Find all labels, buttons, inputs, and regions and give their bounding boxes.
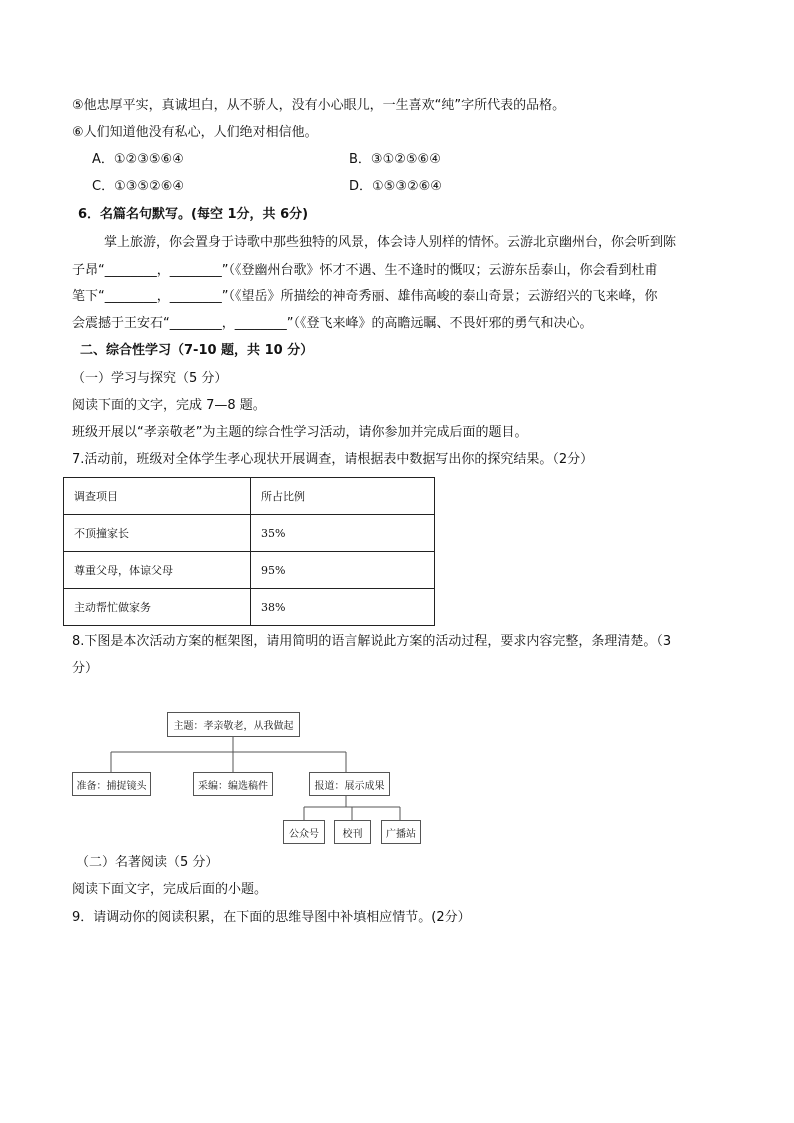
q7-text: 7.活动前，班级对全体学生孝心现状开展调查，请根据表中数据写出你的探究结果。（2分）	[72, 452, 594, 467]
q6-title: 6．名篇名句默写。(每空 1分，共 6分)	[78, 207, 309, 222]
q9-text: 9．请调动你的阅读积累，在下面的思维导图中补填相应情节。(2分）	[72, 910, 471, 925]
q5-option-a: A．①②③⑤⑥④	[92, 152, 184, 167]
section-2-heading: 二、综合性学习（7-10 题，共 10 分）	[80, 343, 314, 358]
q5-option-d: D．①⑤③②⑥④	[349, 179, 442, 194]
q8-text-line-1: 8.下图是本次活动方案的框架图，请用简明的语言解说此方案的活动过程，要求内容完整，条理清楚。（3	[72, 634, 672, 649]
table-cell-item: 主动帮忙做家务	[64, 589, 251, 626]
diagram-node-prepare: 准备：捕捉镜头	[72, 772, 151, 796]
q6-line-4: 会震撼于王安石“________，________”（《登飞来峰》的高瞻远瞩、不畏奸邪的勇气和决心。	[72, 316, 593, 331]
q8-text-line-2: 分）	[72, 661, 99, 676]
table-cell-ratio: 35%	[251, 515, 435, 552]
diagram-node-edit: 采编：编选稿件	[193, 772, 273, 796]
q5-option-b: B．③①②⑤⑥④	[349, 152, 441, 167]
q5-item-6: ⑥人们知道他没有私心，人们绝对相信他。	[72, 125, 318, 140]
q5-option-c: C．①③⑤②⑥④	[92, 179, 185, 194]
q6-line-3: 笔下“________，________”（《望岳》所描绘的神奇秀丽、雄伟高峻的泰山奇景；云游绍兴的飞来峰，你	[72, 289, 658, 304]
read-instruction: 阅读下面的文字，完成 7—8 题。	[72, 398, 266, 413]
table-header-item: 调查项目	[64, 478, 251, 515]
diagram-root-node: 主题：孝亲敬老，从我做起	[167, 712, 300, 737]
table-cell-item: 尊重父母，体谅父母	[64, 552, 251, 589]
diagram-leaf-wechat: 公众号	[283, 820, 325, 844]
table-header-ratio: 所占比例	[251, 478, 435, 515]
part-2-heading: （二）名著阅读（5 分）	[76, 855, 219, 870]
q5-item-5: ⑤他忠厚平实，真诚坦白，从不骄人，没有小心眼儿，一生喜欢“纯”字所代表的品格。	[72, 98, 566, 113]
activity-intro: 班级开展以“孝亲敬老”为主题的综合性学习活动，请你参加并完成后面的题目。	[72, 425, 528, 440]
diagram-node-report: 报道：展示成果	[309, 772, 390, 796]
table-cell-ratio: 38%	[251, 589, 435, 626]
part-2-instruction: 阅读下面文字，完成后面的小题。	[72, 882, 268, 897]
q6-line-1: 掌上旅游，你会置身于诗歌中那些独特的风景，体会诗人别样的情怀。云游北京幽州台，你会听到陈	[104, 235, 677, 250]
table-cell-item: 不顶撞家长	[64, 515, 251, 552]
diagram-leaf-radio: 广播站	[381, 820, 421, 844]
table-cell-ratio: 95%	[251, 552, 435, 589]
q6-line-2: 子昂“________，________”（《登幽州台歌》怀才不遇、生不逢时的慨叹；云游东岳泰山，你会看到杜甫	[72, 263, 658, 278]
part-1-heading: （一）学习与探究（5 分）	[72, 371, 228, 386]
diagram-leaf-magazine: 校刊	[334, 820, 371, 844]
